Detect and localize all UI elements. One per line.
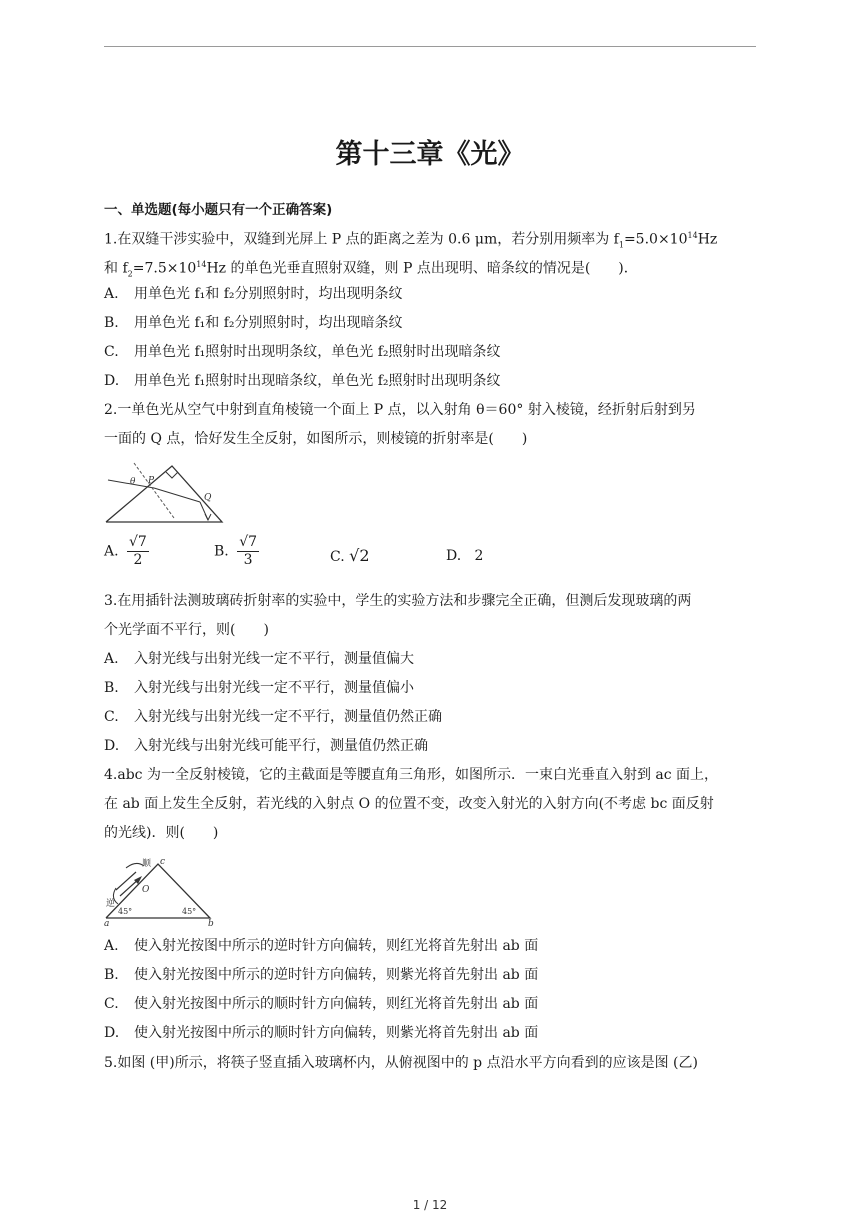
q3-option-c: C. 入射光线与出射光线一定不平行，测量值仍然正确: [104, 709, 442, 725]
label-shun: 顺: [142, 859, 152, 869]
q4-option-d: D. 使入射光按图中所示的顺时针方向偏转，则紫光将首先射出 ab 面: [104, 1025, 539, 1041]
q1-option-d: D. 用单色光 f₁照射时出现暗条纹，单色光 f₂照射时出现明条纹: [104, 373, 501, 389]
q1-option-b: B. 用单色光 f₁和 f₂分别照射时，均出现暗条纹: [104, 315, 403, 331]
q2-line-2: 一面的 Q 点，恰好发生全反射，如图所示，则棱镜的折射率是( ): [104, 431, 528, 447]
page-title: 第十三章《光》: [335, 139, 525, 170]
prism-diagram: [104, 458, 226, 526]
header-rule: [104, 46, 756, 47]
q1-line-1: 1.在双缝干涉实验中，双缝到光屏上 P 点的距离之差为 0.6 μm，若分别用频率为 $f_1=5.0\times 10^{14}Hz$: [104, 231, 718, 250]
label-angle-left: 45°: [118, 907, 133, 916]
q1-option-c: C. 用单色光 f₁照射时出现明条纹，单色光 f₂照射时出现暗条纹: [104, 344, 501, 360]
point-q-label: Q: [204, 493, 212, 503]
label-o: O: [142, 885, 150, 895]
q4-option-a: A. 使入射光按图中所示的逆时针方向偏转，则红光将首先射出 ab 面: [104, 938, 539, 954]
normal-line: [134, 463, 174, 518]
q4-line-2: 在 ab 面上发生全反射，若光线的入射点 O 的位置不变，改变入射光的入射方向(不考虑 bc 面反射: [104, 796, 714, 812]
q2-answer-b: B. $\frac{√7}{3}$: [214, 534, 258, 568]
q1-line-2: 和 $f_2=7.5\times 10^{14}Hz$ 的单色光垂直照射双缝，则 P 点出现明、暗条纹的情况是( )．: [104, 260, 638, 279]
section-heading: 一、单选题(每小题只有一个正确答案): [104, 202, 333, 218]
q2-answer-c: C. √2: [330, 546, 370, 565]
arrow-icon: [205, 514, 211, 520]
q3-line-2: 个光学面不平行，则( ): [104, 622, 269, 638]
label-b: b: [208, 919, 214, 926]
theta-label: θ: [130, 477, 136, 487]
q3-line-1: 3.在用插针法测玻璃砖折射率的实验中，学生的实验方法和步骤完全正确，但测后发现玻璃的两: [104, 593, 692, 609]
label-a: a: [104, 919, 110, 926]
q2-answer-a: A. $\frac{√7}{2}$: [104, 534, 147, 568]
label-ni: 逆: [106, 899, 116, 909]
label-angle-right: 45°: [182, 907, 197, 916]
q3-option-a: A. 入射光线与出射光线一定不平行，测量值偏大: [104, 651, 414, 667]
q2-answer-d: D. 2: [446, 548, 484, 564]
q1-option-a: A. 用单色光 f₁和 f₂分别照射时，均出现明条纹: [104, 286, 403, 302]
incident-arrow: [116, 872, 136, 890]
q2-line-1: 2.一单色光从空气中射到直角棱镜一个面上 P 点，以入射角 θ＝60° 射入棱镜，经折射后射到另: [104, 402, 696, 418]
page-number: 1 / 12: [412, 1198, 448, 1212]
q4-line-3: 的光线)．则( ): [104, 825, 219, 841]
q4-option-b: B. 使入射光按图中所示的逆时针方向偏转，则紫光将首先射出 ab 面: [104, 967, 539, 983]
right-angle-mark: [166, 472, 178, 478]
q5-line-1: 5.如图 (甲)所示，将筷子竖直插入玻璃杯内，从俯视图中的 p 点沿水平方向看到的应该是图 (乙): [104, 1055, 698, 1071]
q3-option-b: B. 入射光线与出射光线一定不平行，测量值偏小: [104, 680, 414, 696]
q4-line-1: 4.abc 为一全反射棱镜，它的主截面是等腰直角三角形，如图所示．一束白光垂直入射到 ac 面上，: [104, 767, 719, 783]
label-c: c: [160, 857, 166, 867]
total-reflection-prism-diagram: [104, 854, 220, 926]
point-p-label: P: [148, 476, 155, 486]
q4-option-c: C. 使入射光按图中所示的顺时针方向偏转，则红光将首先射出 ab 面: [104, 996, 539, 1012]
q3-option-d: D. 入射光线与出射光线可能平行，测量值仍然正确: [104, 738, 428, 754]
